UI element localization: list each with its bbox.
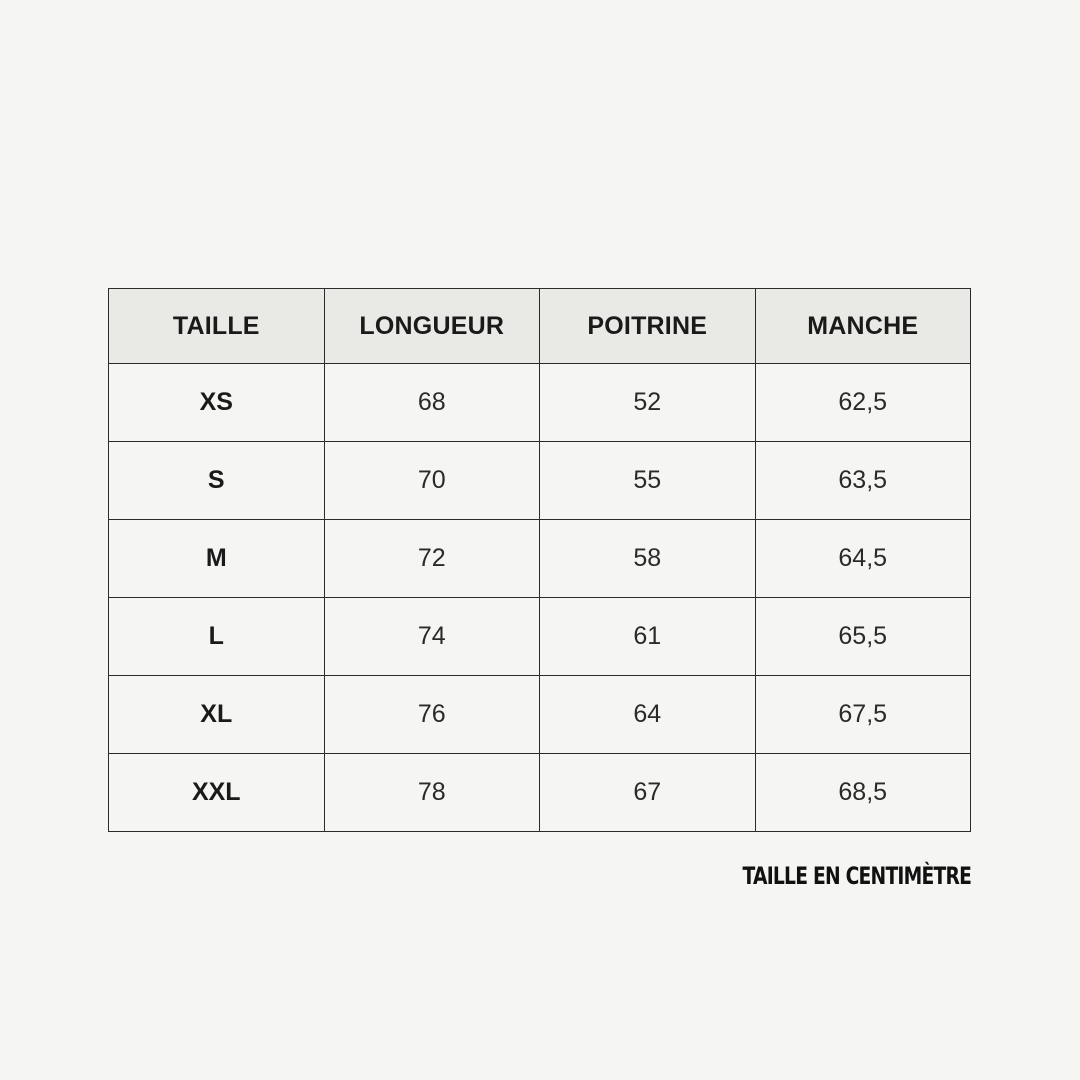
longueur-cell: 76 xyxy=(324,676,540,754)
poitrine-cell: 67 xyxy=(540,754,756,832)
table-row xyxy=(109,754,971,832)
longueur-cell: 78 xyxy=(324,754,540,832)
table-row xyxy=(109,520,971,598)
table-header xyxy=(109,289,971,364)
size-cell: XS xyxy=(109,364,325,442)
poitrine-cell: 52 xyxy=(540,364,756,442)
longueur-cell: 68 xyxy=(324,364,540,442)
manche-cell: 68,5 xyxy=(755,754,971,832)
header-taille: TAILLE xyxy=(109,289,325,364)
manche-cell: 63,5 xyxy=(755,442,971,520)
header-row xyxy=(109,289,971,364)
poitrine-cell: 61 xyxy=(540,598,756,676)
size-cell: M xyxy=(109,520,325,598)
unit-note: TAILLE EN CENTIMÈTRE xyxy=(742,862,971,890)
longueur-cell: 70 xyxy=(324,442,540,520)
size-cell: XXL xyxy=(109,754,325,832)
table-row xyxy=(109,364,971,442)
manche-cell: 64,5 xyxy=(755,520,971,598)
size-cell: S xyxy=(109,442,325,520)
poitrine-cell: 64 xyxy=(540,676,756,754)
poitrine-cell: 58 xyxy=(540,520,756,598)
longueur-cell: 74 xyxy=(324,598,540,676)
size-cell: L xyxy=(109,598,325,676)
size-cell: XL xyxy=(109,676,325,754)
table-row xyxy=(109,676,971,754)
header-longueur: LONGUEUR xyxy=(324,289,540,364)
header-poitrine: POITRINE xyxy=(540,289,756,364)
manche-cell: 62,5 xyxy=(755,364,971,442)
manche-cell: 65,5 xyxy=(755,598,971,676)
table-row xyxy=(109,598,971,676)
header-manche: MANCHE xyxy=(755,289,971,364)
longueur-cell: 72 xyxy=(324,520,540,598)
table-body xyxy=(109,364,971,832)
poitrine-cell: 55 xyxy=(540,442,756,520)
manche-cell: 67,5 xyxy=(755,676,971,754)
table-row xyxy=(109,442,971,520)
size-chart-table xyxy=(108,288,971,832)
